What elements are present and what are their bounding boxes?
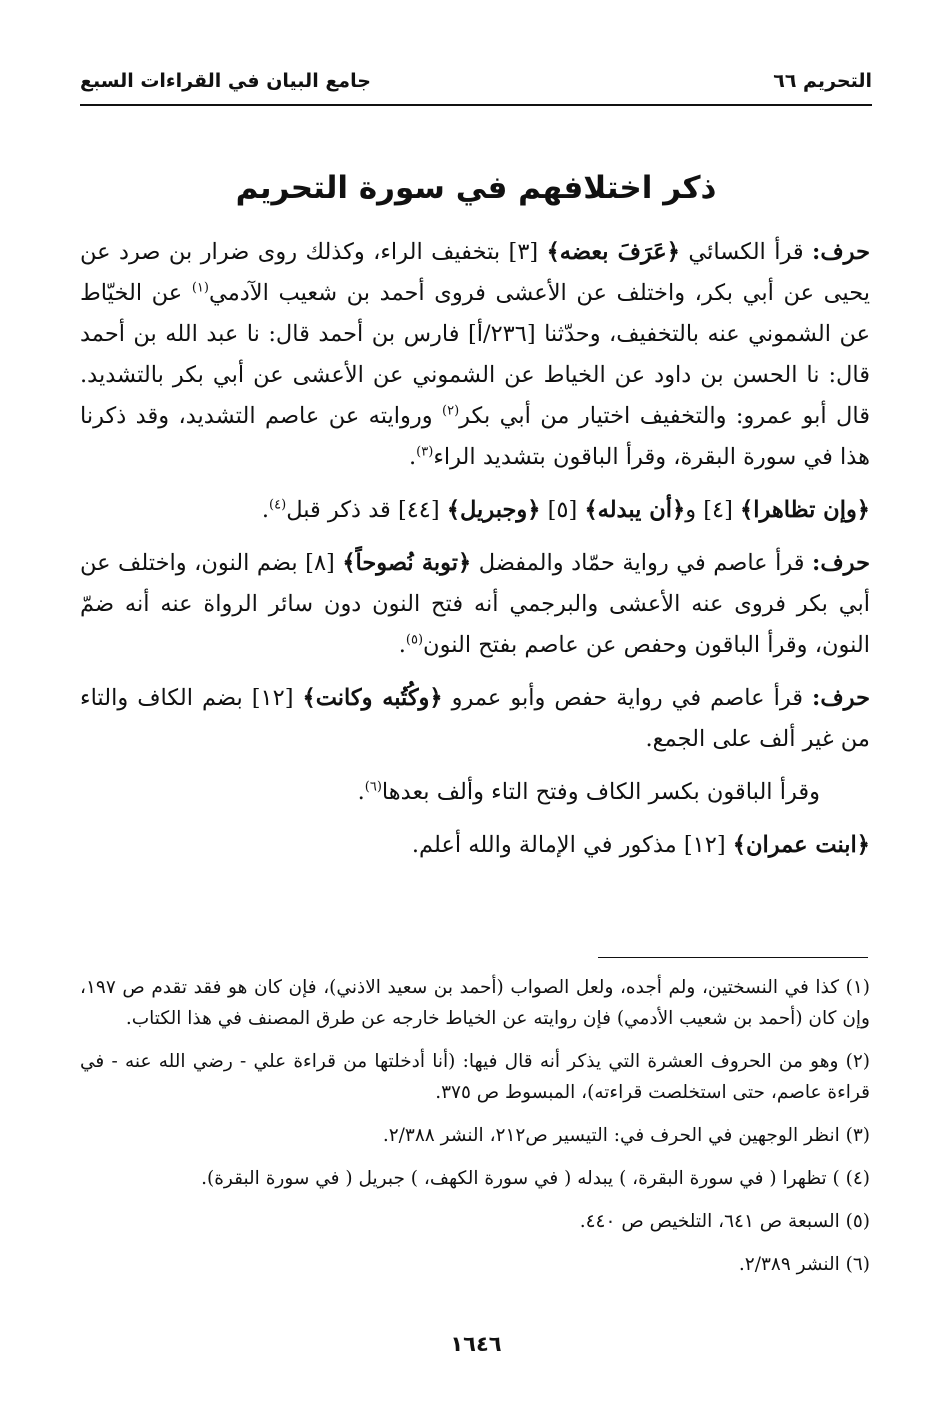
harf-label: حرف: (812, 550, 870, 576)
footnote-3: (٣) انظر الوجهين في الحرف في: التيسير ص٢١٢، النشر ٢/٣٨٨. (382, 1125, 870, 1146)
text-span: [١٢] مذكور في الإمالة والله أعلم. (411, 832, 733, 858)
footnote-6: (٦) النشر ٢/٣٨٩. (738, 1254, 870, 1275)
quran-word: ﴿توبة نُصوحاً﴾ (342, 550, 472, 576)
footnote-ref-6: (٦) (364, 779, 382, 795)
text-span: . (261, 497, 270, 523)
footnote-1: (١) كذا في النسختين، ولم أجده، ولعل الصواب (أحمد بن سعيد الاذني)، فإن كان هو فقد تقدم ص ١٩٧، وإن كان (أحمد بن شعيب الأدمي) فإن روايته عن الخياط خارجه عن طرق المصنف في هذا الكتاب. (80, 977, 870, 1029)
paragraph-5 (80, 772, 820, 813)
harf-label: حرف: (812, 685, 870, 711)
text-span: عن الخيّاط عن الشموني عنه بالتخفيف، وحدّثنا [٢٣٦/أ] فارس بن أحمد قال: نا عبد الله بن أحمد قال: نا الحسن بن داود عن الخياط عن الشموني عن الأعشى عن أبي بكر بالتشديد. قال أبو عمرو: والتخفيف اختيار من أبي بكر (80, 280, 870, 429)
harf-label: حرف: (812, 239, 870, 265)
text-span: وروايته عن عاصم التشديد، وقد ذكرنا هذا في سورة البقرة، وقرأ الباقون بتشديد الراء (80, 403, 870, 470)
quran-word: ﴿ابنت عمران﴾ (732, 832, 870, 858)
text-span: قرأ عاصم في رواية حفص وأبو عمرو (442, 685, 813, 711)
footnote-divider (598, 957, 868, 958)
footnote-ref-3: (٣) (416, 444, 434, 460)
footnotes (80, 972, 870, 1292)
running-header (80, 64, 872, 106)
footnote-ref-1: (١) (191, 280, 209, 296)
paragraph-2 (80, 490, 870, 531)
text-span: . (357, 779, 365, 805)
text-span: [٥] (540, 497, 585, 523)
running-header-surah: التحريم ٦٦ (773, 70, 872, 92)
paragraph-4 (80, 678, 870, 760)
footnote-ref-5: (٥) (405, 632, 424, 648)
running-header-book-title: جامع البيان في القراءات السبع (80, 70, 371, 92)
paragraph-3 (80, 543, 870, 666)
text-span: [٤٤] قد ذكر قبل (286, 497, 447, 523)
text-span: قرأ عاصم في رواية حمّاد والمفضل (471, 550, 813, 576)
text-span: وقرأ الباقون بكسر الكاف وفتح التاء وألف بعدها (381, 779, 820, 805)
footnote-2: (٢) وهو من الحروف العشرة التي يذكر أنه قال فيها: (أنا أدخلتها من قراءة علي - رضي الله عنه - في قراءة عاصم، حتى استخلصت قراءته)، المبسوط ص ٣٧٥. (80, 1051, 870, 1103)
section-title: ذكر اختلافهم في سورة التحريم (235, 170, 717, 206)
quran-word: ﴿وجبريل﴾ (446, 497, 541, 523)
text-span: [١٢] بضم الكاف والتاء من غير ألف على الجمع. (80, 685, 870, 752)
text-span: [٣] بتخفيف الراء، وكذلك روى ضرار بن صرد عن يحيى عن أبي بكر، واختلف عن الأعشى فروى أحمد بن شعيب الآدمي (80, 239, 870, 306)
footnote-5: (٥) السبعة ص ٦٤١، التلخيص ص ٤٤٠. (579, 1211, 870, 1232)
text-span: . (409, 444, 417, 470)
quran-word: ﴿أن يبدله﴾ (584, 497, 686, 523)
paragraph-6 (80, 825, 870, 866)
footnote-ref-4: (٤) (269, 497, 287, 513)
footnote-ref-2: (٢) (442, 403, 460, 419)
quran-word: ﴿عَرَفَ بعضه﴾ (546, 239, 680, 265)
quran-word: ﴿وإن تظاهرا﴾ (740, 497, 870, 523)
text-span: [٨] بضم النون، واختلف عن أبي بكر فروى عنه الأعشى والبرجمي أنه فتح النون دون سائر الرواة عنه أنه ضمّ النون، وقرأ الباقون وحفص عن عاصم بفتح النون (80, 550, 870, 658)
text-span: . (398, 632, 406, 658)
text-span: [٤] و (685, 497, 741, 523)
text-span: قرأ الكسائي (679, 239, 813, 265)
paragraph-1 (80, 232, 870, 478)
quran-word: ﴿وكُتُبه وكانت﴾ (302, 685, 443, 711)
page-number: ١٦٤٦ (450, 1332, 502, 1356)
main-text (80, 232, 870, 878)
footnote-4: (٤) ) تظهرا ( في سورة البقرة، ) يبدله ( في سورة الكهف، ) جبريل ( في سورة البقرة). (201, 1168, 870, 1189)
